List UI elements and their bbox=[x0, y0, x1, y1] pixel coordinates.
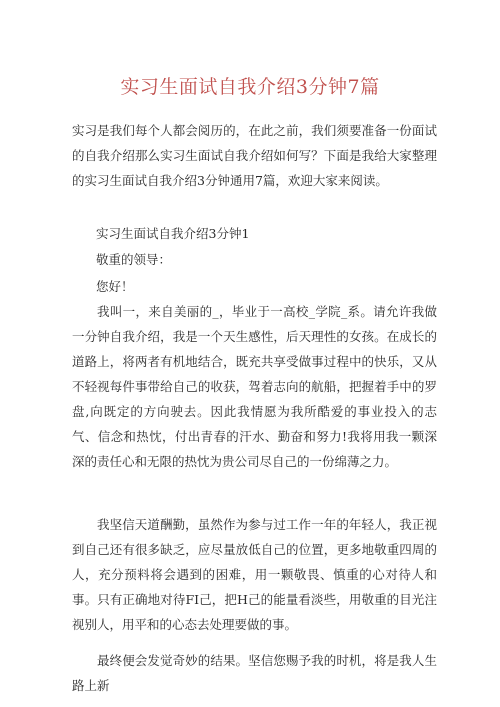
body-paragraph: 我坚信天道酬勤，虽然作为参与过工作一年的年轻人，我正视到自己还有很多缺乏，应尽量放低自己的位置，更多地敬重四周的人，充分预料将会遇到的困难，用一颗敬畏、慎重的心对待人和事。只有正确地对待FI己，把H己的能量看淡些，用敬重的目光注视别人，用平和的心态去处理要做的事。 bbox=[72, 517, 437, 632]
body-paragraph: 我叫一，来自美丽的_，毕业于一高校_学院_系。请允许我做一分钟自我介绍，我是一个天生感性，后天理性的女孩。在成长的道路上，将两者有机地结合，既充共享受做事过程中的快乐，又从不轻视每件事带给自己的收获，驾着志向的航船，把握着手中的罗盘,向既定的方向驶去。因此我情愿为我所酷爱的事业投入的志气、信念和热忱，付出青春的汗水、勤奋和努力!我将用我一颗深深的责任心和无限的热忱为贵公司尽自己的一份绵薄之力。 bbox=[72, 304, 437, 469]
section-title: 实习生面试自我介绍3分钟1 bbox=[96, 226, 250, 241]
intro-paragraph: 实习是我们每个人都会阅历的，在此之前，我们须要准备一份面试的自我介绍那么实习生面试自我介绍如何写？下面是我给大家整理的实习生面试自我介绍3分钟通用7篇，欢迎大家来阅读。 bbox=[72, 123, 437, 188]
greeting: 您好！ bbox=[96, 279, 134, 294]
document-title: 实习生面试自我介绍3分钟7篇 bbox=[120, 76, 380, 98]
body-paragraph: 最终便会发觉奇妙的结果。坚信您赐予我的时机，将是我人生路上新 bbox=[72, 653, 437, 693]
salutation: 敬重的领导： bbox=[96, 252, 172, 267]
